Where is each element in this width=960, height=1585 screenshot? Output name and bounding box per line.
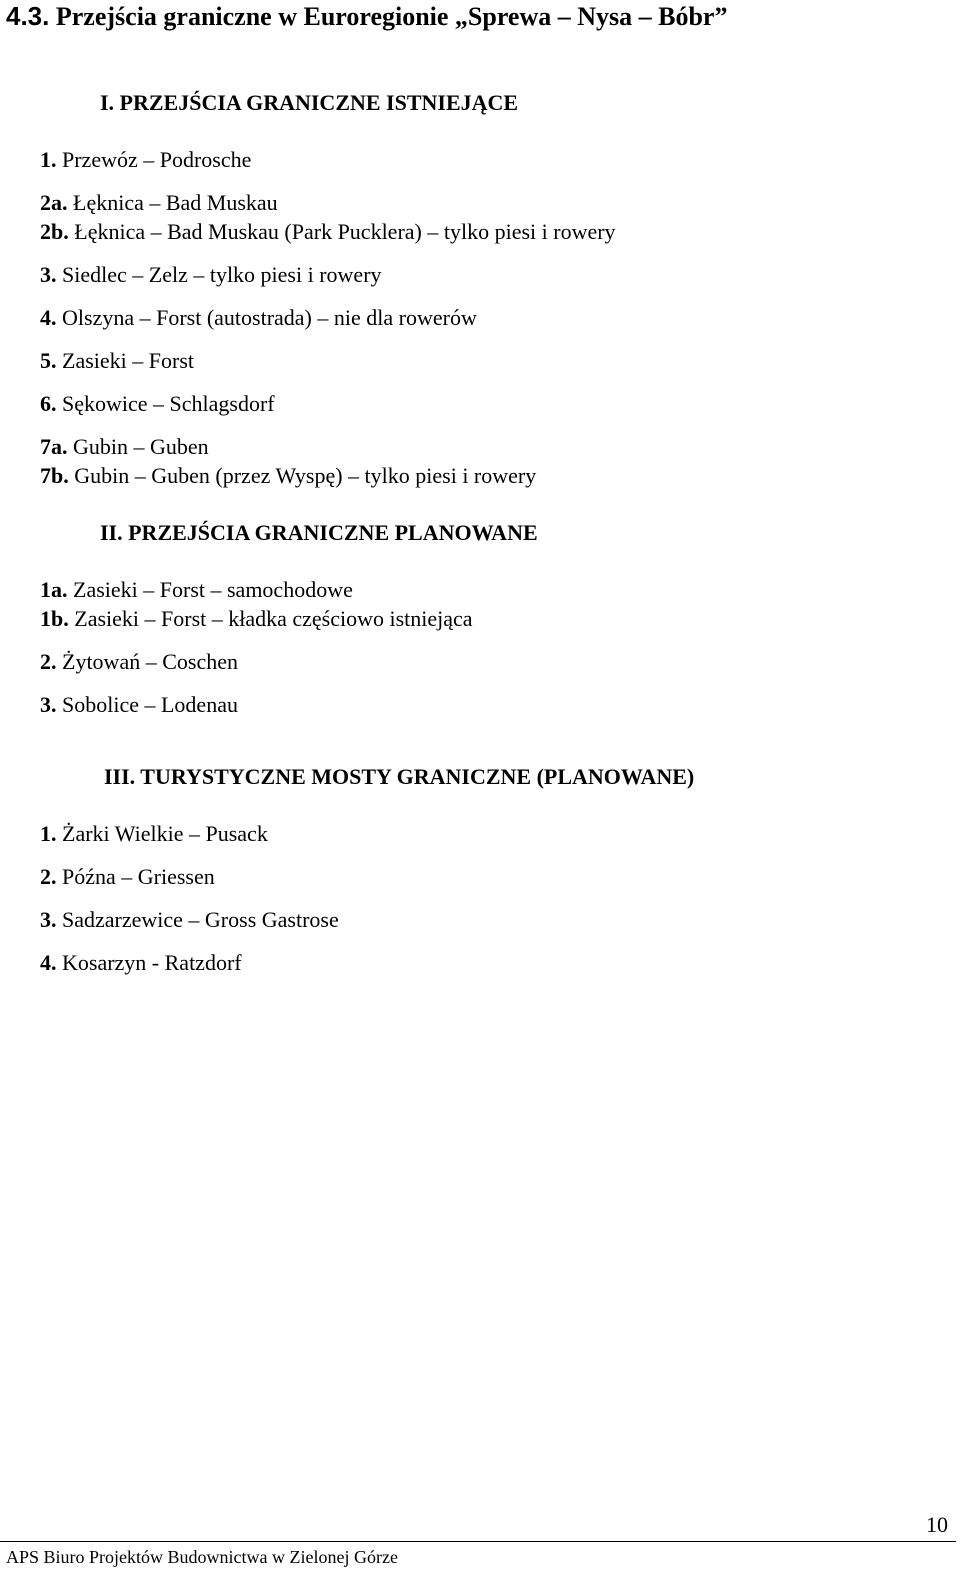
list-item: 1. Żarki Wielkie – Pusack xyxy=(40,821,268,846)
heading-number: 4.3. xyxy=(6,1,50,31)
heading-title: Przejścia graniczne w Euroregionie „Sprewa – Nysa – Bóbr” xyxy=(55,2,728,31)
footer-divider xyxy=(0,1541,956,1542)
section-heading xyxy=(6,0,727,33)
list-item: 7a. Gubin – Guben xyxy=(40,434,209,459)
list-item: 3. Sobolice – Lodenau xyxy=(40,692,238,717)
list-item: 1b. Zasieki – Forst – kładka częściowo istniejąca xyxy=(40,606,473,631)
footer-text: APS Biuro Projektów Budownictwa w Zielonej Górze xyxy=(6,1547,398,1567)
list-item: 2a. Łęknica – Bad Muskau xyxy=(40,190,278,215)
list-item: 5. Zasieki – Forst xyxy=(40,348,194,373)
page-number: 10 xyxy=(926,1512,948,1537)
list-item: 1. Przewóz – Podrosche xyxy=(40,147,252,172)
list-item: 4. Olszyna – Forst (autostrada) – nie dla rowerów xyxy=(40,305,477,330)
list-item: 3. Siedlec – Zelz – tylko piesi i rowery xyxy=(40,262,382,287)
list-item: 3. Sadzarzewice – Gross Gastrose xyxy=(40,907,339,932)
section-title-existing: I. PRZEJŚCIA GRANICZNE ISTNIEJĄCE xyxy=(100,90,519,115)
list-item: 2b. Łęknica – Bad Muskau (Park Pucklera) – tylko piesi i rowery xyxy=(40,219,616,244)
list-item: 2. Późna – Griessen xyxy=(40,864,215,889)
list-item: 1a. Zasieki – Forst – samochodowe xyxy=(40,577,353,602)
list-item: 7b. Gubin – Guben (przez Wyspę) – tylko piesi i rowery xyxy=(40,463,537,488)
section-title-planned: II. PRZEJŚCIA GRANICZNE PLANOWANE xyxy=(100,520,538,545)
list-item: 2. Żytowań – Coschen xyxy=(40,649,238,674)
section-title-tourist-bridges: III. TURYSTYCZNE MOSTY GRANICZNE (PLANOWANE) xyxy=(104,764,695,789)
list-item: 6. Sękowice – Schlagsdorf xyxy=(40,391,275,416)
list-item: 4. Kosarzyn - Ratzdorf xyxy=(40,950,242,975)
